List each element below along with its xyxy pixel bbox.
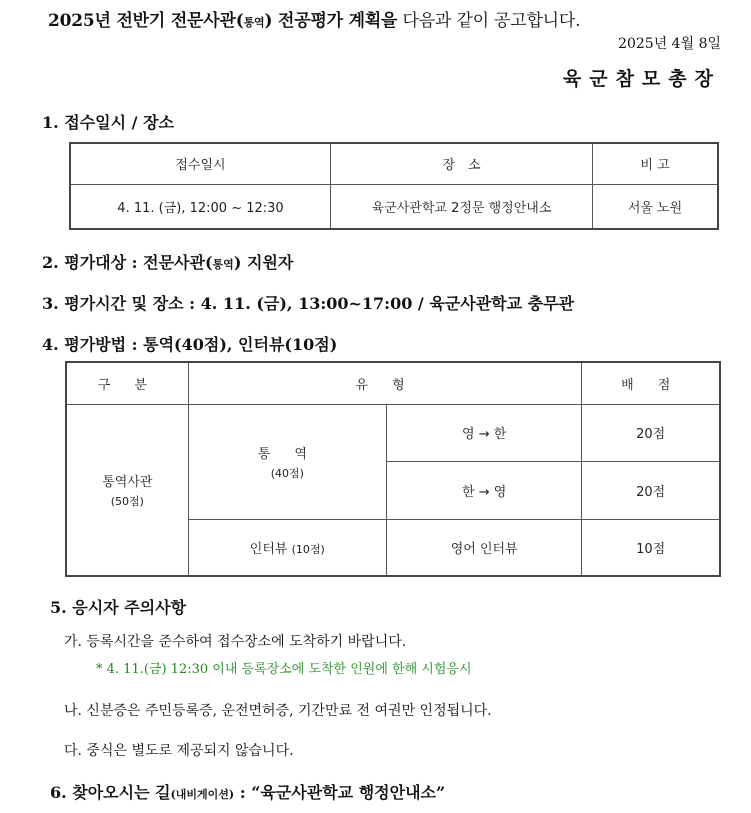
cell-score-ko-en: 20점 xyxy=(582,461,720,519)
cell-type-en-ko: 영 → 한 xyxy=(387,404,582,461)
section2-title-a: 2. 평가대상 : 전문사관( xyxy=(42,253,213,272)
reception-table xyxy=(69,142,719,230)
intro-bold-1: 2025년 전반기 전문사관( xyxy=(48,11,244,31)
section6-title-small: (내비게이션) xyxy=(170,788,235,801)
cell-category xyxy=(66,404,188,576)
intro-bold-2: ) 전공평가 계획을 xyxy=(264,11,398,31)
header-score: 배 점 xyxy=(582,362,720,404)
header-reception-time: 접수일시 xyxy=(70,143,331,184)
issuer-name: 육군참모총장 xyxy=(562,68,721,90)
cell-interview: 인터뷰 (10점) xyxy=(188,519,386,576)
category-label: 통역사관 xyxy=(102,474,153,490)
cell-score-en-ko: 20점 xyxy=(582,404,720,461)
note-registration-detail: * 4. 11.(금) 12:30 이내 등록장소에 도착한 인원에 한해 시험응시 xyxy=(96,662,472,677)
cell-location: 육군사관학교 2정문 행정안내소 xyxy=(331,184,593,229)
note-registration: 가. 등록시간을 준수하여 접수장소에 도착하기 바랍니다. xyxy=(64,634,407,650)
cell-interview-type: 영어 인터뷰 xyxy=(387,519,582,576)
table-row xyxy=(70,184,718,229)
category-points: (50점) xyxy=(110,494,144,508)
header-location: 장 소 xyxy=(331,143,593,184)
cell-interview-score: 10점 xyxy=(582,519,720,576)
announcement-date: 2025년 4월 8일 xyxy=(618,36,721,52)
table-row xyxy=(66,404,720,461)
section2-title-b: ) 지원자 xyxy=(233,253,294,272)
interpretation-label: 통 역 xyxy=(257,446,317,462)
cell-reception-time: 4. 11. (금), 12:00 ~ 12:30 xyxy=(70,184,331,229)
section6-title-a: 6. 찾아오시는 길 xyxy=(50,783,171,802)
announcement-intro xyxy=(48,6,580,31)
header-remarks: 비 고 xyxy=(593,143,719,184)
note-id: 나. 신분증은 주민등록증, 운전면허증, 기간만료 전 여권만 인정됩니다. xyxy=(64,703,492,719)
section4-title: 4. 평가방법 : 통역(40점), 인터뷰(10점) xyxy=(42,335,338,354)
cell-interpretation xyxy=(188,404,386,519)
section6-title xyxy=(50,780,445,803)
cell-remarks: 서울 노원 xyxy=(593,184,719,229)
section2-title-small: 통역 xyxy=(212,258,234,271)
note-lunch: 다. 중식은 별도로 제공되지 않습니다. xyxy=(64,743,294,759)
section3-title: 3. 평가시간 및 장소 : 4. 11. (금), 13:00~17:00 / 육군사관학교 충무관 xyxy=(42,294,575,313)
interpretation-points: (40점) xyxy=(270,466,304,480)
section1-title: 1. 접수일시 / 장소 xyxy=(42,113,174,132)
section6-title-b: : “육군사관학교 행정안내소” xyxy=(234,783,446,802)
header-category: 구 분 xyxy=(66,362,188,404)
table-header-row xyxy=(70,143,718,184)
header-type: 유 형 xyxy=(188,362,582,404)
intro-bold-small: 통역 xyxy=(243,16,265,29)
evaluation-table xyxy=(65,361,721,577)
section5-title: 5. 응시자 주의사항 xyxy=(50,598,187,617)
section2-title xyxy=(42,250,293,273)
intro-rest: 다음과 같이 공고합니다. xyxy=(397,11,581,31)
table-header-row xyxy=(66,362,720,404)
cell-type-ko-en: 한 → 영 xyxy=(387,461,582,519)
